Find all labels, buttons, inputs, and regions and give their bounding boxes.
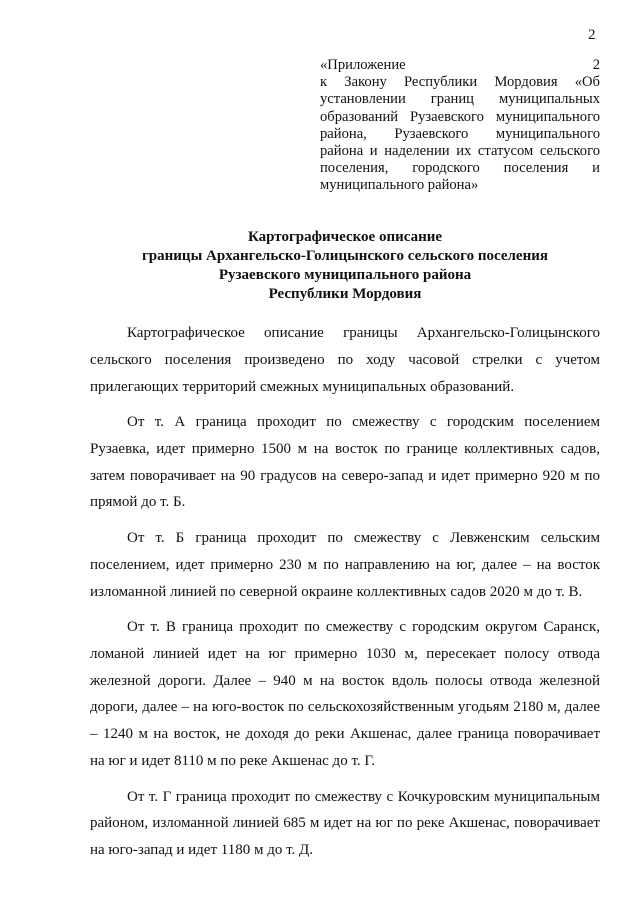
appendix-line: района и наделении их статусом сельского	[320, 143, 600, 160]
paragraph-point-v	[90, 614, 600, 775]
document-body	[90, 320, 600, 873]
paragraph-line: Картографическое описание границы Архангельско-Голицынского	[127, 325, 600, 341]
paragraph-line: изломанной линией по северной окраине коллективных садов 2020 м до т. В.	[90, 583, 583, 600]
paragraph-line: сельского поселения произведено по ходу часовой стрелки с учетом	[90, 351, 600, 368]
paragraph-line: дороги, далее – на юго-восток по сельскохозяйственным угодьям 2180 м, далее	[90, 699, 600, 716]
title-line: Рузаевского муниципального района	[218, 267, 472, 283]
paragraph-line: прямой до т. Б.	[90, 494, 186, 511]
appendix-line: к Закону Республики Мордовия «Об	[320, 74, 600, 91]
document-title	[90, 228, 600, 304]
appendix-line: муниципального района»	[320, 177, 479, 194]
title-line: Картографическое описание	[247, 229, 443, 245]
paragraph-line: От т. Г граница проходит по смежеству с Кочкуровским муниципальным	[127, 788, 600, 805]
page-number: 2	[588, 27, 596, 43]
paragraph-line: прилегающих территорий смежных муниципальных образований.	[90, 378, 515, 395]
paragraph-line: От т. В граница проходит по смежеству с городским округом Саранск,	[127, 619, 600, 636]
paragraph-point-b	[90, 525, 600, 605]
paragraph-line: Рузаевка, идет примерно 1500 м на восток по границе коллективных садов,	[90, 440, 600, 457]
appendix-line: установлении границ муниципальных	[320, 91, 600, 108]
title-line: Республики Мордовия	[268, 286, 422, 302]
paragraph-line: ломаной линией идет на юг примерно 1030 м, пересекает полосу отвода	[90, 645, 600, 662]
paragraph-line: От т. Б граница проходит по смежеству с Левженским сельским	[127, 529, 600, 546]
paragraph-line: От т. А граница проходит по смежеству с городским поселением	[127, 414, 600, 431]
paragraph-line: затем поворачивает на 90 градусов на северо-запад и идет примерно 920 м по	[90, 467, 600, 484]
paragraph-line: – 1240 м на восток, не доходя до реки Акшенас, далее граница поворачивает	[90, 726, 600, 743]
appendix-line: района, Рузаевского муниципального	[320, 125, 600, 142]
appendix-line: образований Рузаевского муниципального	[320, 108, 600, 125]
title-line: границы Архангельско-Голицынского сельского поселения	[141, 248, 548, 264]
paragraph-line: на юго-запад и идет 1180 м до т. Д.	[90, 842, 313, 859]
paragraph-point-g	[90, 784, 600, 864]
paragraph-line: поселением, идет примерно 230 м по направлению на юг, далее – на восток	[90, 556, 600, 573]
paragraph-point-a	[90, 409, 600, 516]
paragraph-line: железной дороги. Далее – 940 м на восток вдоль полосы отвода железной	[90, 672, 600, 689]
appendix-line: поселения, городского поселения и	[320, 160, 600, 177]
paragraph-line: районом, изломанной линией 685 м идет на юг по реке Акшенас, поворачивает	[90, 815, 600, 832]
paragraph-intro	[90, 320, 600, 400]
appendix-line: «Приложение 2	[320, 57, 600, 73]
paragraph-line: на юг и идет 8110 м по реке Акшенас до т. Г.	[90, 753, 376, 770]
appendix-header	[320, 57, 600, 195]
